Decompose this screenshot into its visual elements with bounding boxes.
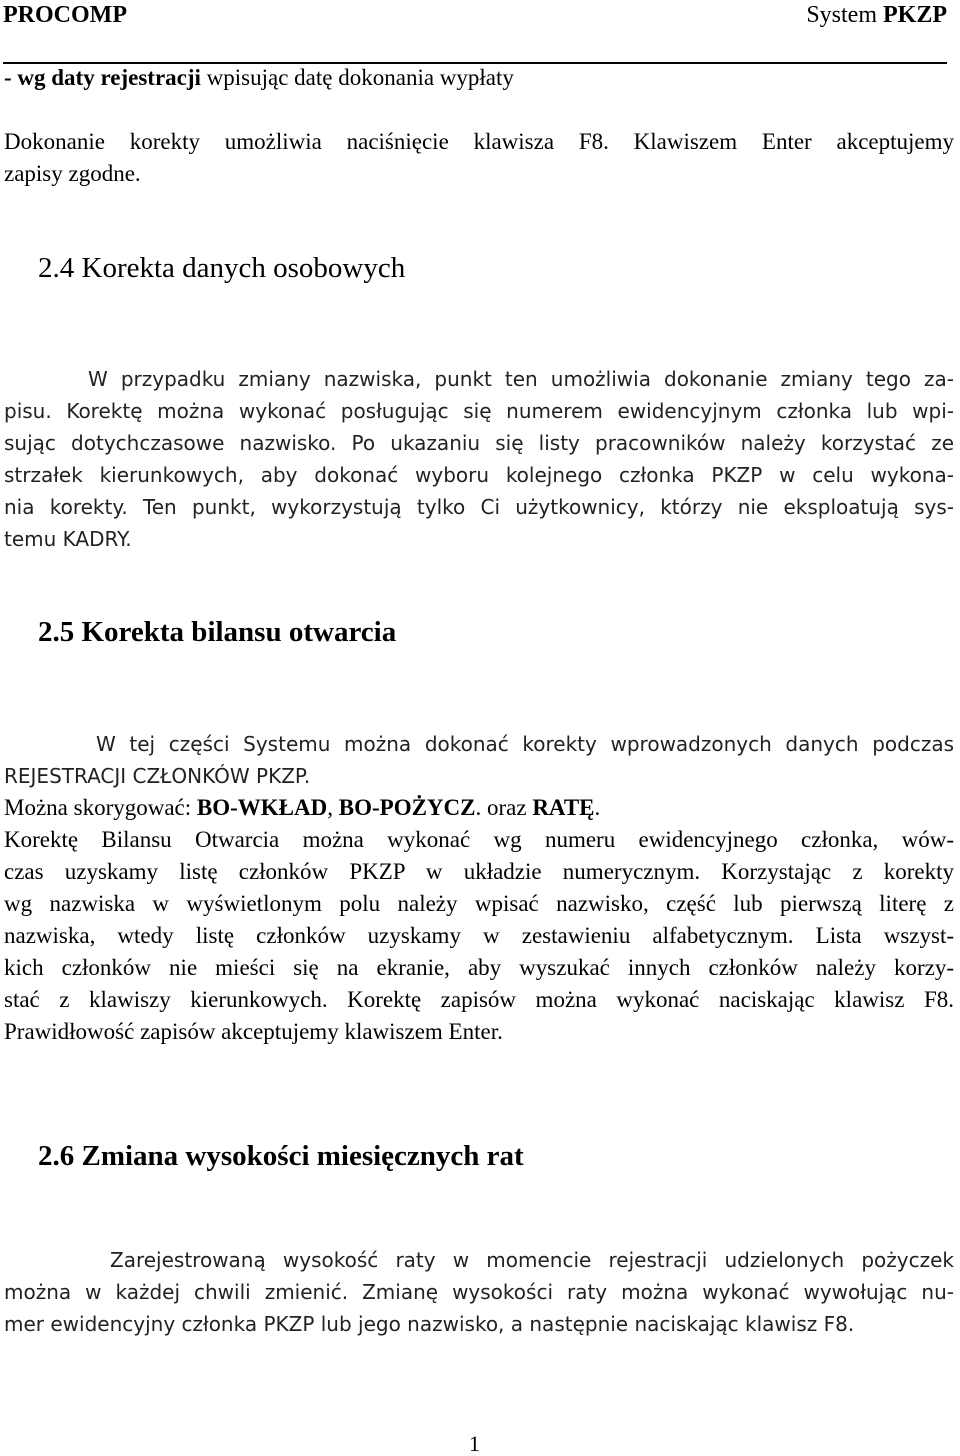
s24-line-5: nia korekty. Ten punkt, wykorzystują tylko Ci użytkownicy, którzy nie eksploatują sys- <box>4 495 954 519</box>
s25-bo-pozycz: BO-POŻYCZ <box>338 795 476 820</box>
section-2-6-heading: 2.6 Zmiana wysokości miesięcznych rat <box>38 1140 524 1172</box>
s25-line-5: czas uzyskamy listę członków PKZP w układzie numerycznym. Korzystając z korekty <box>4 859 954 884</box>
intro-line-1-bold: - wg daty rejestracji <box>4 65 201 90</box>
s26-line-2: można w każdej chwili zmienić. Zmianę wysokości raty można wykonać wywołując nu- <box>4 1280 954 1304</box>
s25-line-3-g: . <box>594 795 601 820</box>
s25-line-9: stać z klawiszy kierunkowych. Korektę zapisów można wykonać naciskając klawisz F8. <box>4 987 954 1012</box>
page-header <box>3 0 947 64</box>
s24-line-6: temu KADRY. <box>4 527 132 551</box>
intro-line-3: zapisy zgodne. <box>4 161 141 186</box>
s25-line-6: wg nazwiska w wyświetlonym polu należy wpisać nazwisko, część lub pierwszą literę z <box>4 891 954 916</box>
intro-block <box>4 62 954 94</box>
section-2-4-body <box>4 363 954 555</box>
section-2-5-body-a <box>4 728 954 792</box>
s24-line-1: W przypadku zmiany nazwiska, punkt ten umożliwia dokonanie zmiany tego za- <box>88 367 954 391</box>
s25-line-1: W tej części Systemu można dokonać korekty wprowadzonych danych podczas <box>96 732 954 756</box>
s25-line-3-e: . oraz <box>475 795 533 820</box>
s24-line-4: strzałek kierunkowych, aby dokonać wyboru kolejnego członka PKZP w celu wykona- <box>4 463 954 487</box>
intro-line-1 <box>4 62 954 94</box>
intro-line-1-rest: wpisując datę dokonania wypłaty <box>200 65 514 90</box>
section-2-5-body-b <box>4 792 954 1048</box>
s26-line-3: mer ewidencyjny członka PKZP lub jego nazwisko, a następnie naciskając klawisz F8. <box>4 1312 855 1336</box>
s24-line-3: sując dotychczasowe nazwisko. Po ukazaniu się listy pracowników należy korzystać ze <box>4 431 954 455</box>
s25-line-3-c: , <box>327 795 339 820</box>
page-number: 1 <box>469 1431 480 1456</box>
section-2-6-body <box>4 1244 954 1340</box>
s25-line-3 <box>4 792 954 824</box>
header-system <box>806 0 947 30</box>
header-company: PROCOMP <box>3 2 127 28</box>
s25-line-10: Prawidłowość zapisów akceptujemy klawiszem Enter. <box>4 1019 503 1044</box>
section-2-5-heading: 2.5 Korekta bilansu otwarcia <box>38 616 397 648</box>
header-system-name: PKZP <box>883 2 947 28</box>
header-system-prefix: System <box>806 2 877 28</box>
s26-line-1: Zarejestrowaną wysokość raty w momencie rejestracji udzielonych pożyczek <box>110 1248 954 1272</box>
s25-line-7: nazwiska, wtedy listę członków uzyskamy w zestawieniu alfabetycznym. Lista wszyst- <box>4 923 954 948</box>
s25-line-2: REJESTRACJI CZŁONKÓW PKZP. <box>4 764 311 788</box>
s24-line-2: pisu. Korektę można wykonać posługując się numerem ewidencyjnym członka lub wpi- <box>4 399 954 423</box>
intro-line-2: Dokonanie korekty umożliwia naciśnięcie klawisza F8. Klawiszem Enter akceptujemy <box>4 129 954 154</box>
s25-line-8: kich członków nie mieści się na ekranie, aby wyszukać innych członków należy korzy- <box>4 955 954 980</box>
section-2-4-heading: 2.4 Korekta danych osobowych <box>38 252 406 284</box>
s25-rate: RATĘ <box>532 795 595 820</box>
s25-line-3-a: Można skorygować: <box>4 795 197 820</box>
intro-block-2 <box>4 126 954 190</box>
s25-bo-wklad: BO-WKŁAD <box>196 795 328 820</box>
s25-line-4: Korektę Bilansu Otwarcia można wykonać wg numeru ewidencyjnego członka, wów- <box>4 827 954 852</box>
